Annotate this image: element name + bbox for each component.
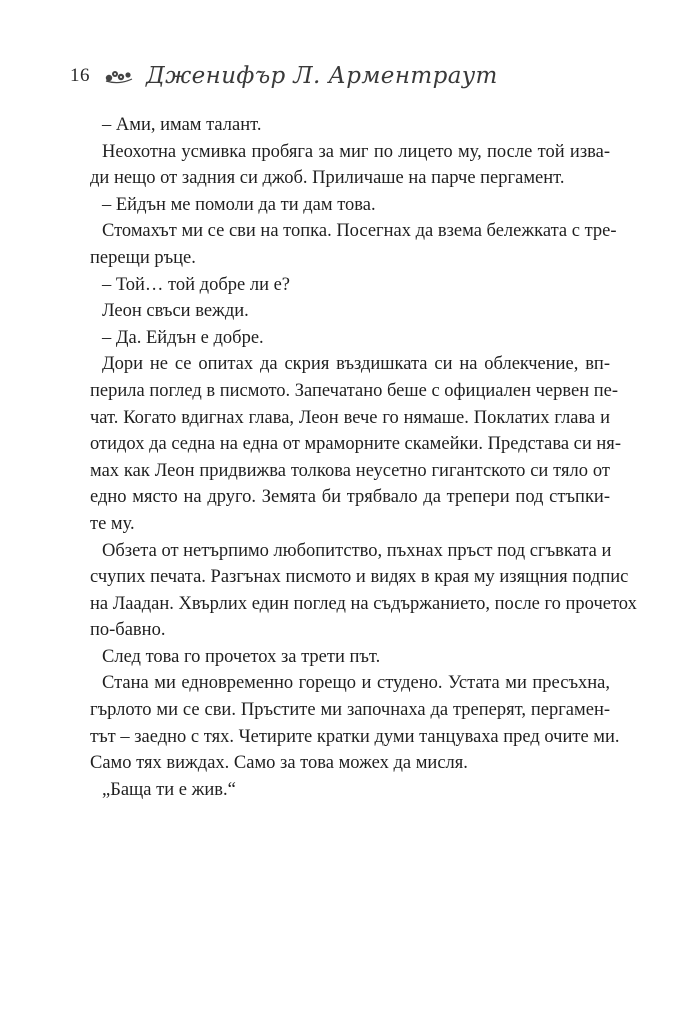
text-line: Стомахът ми се сви на топка. Посегнах да взема бележката с тре- [102,221,617,242]
body-text [90,112,637,803]
text-line: Обзета от нетърпимо любопитство, пъхнах пръст под сгъвката и [102,540,612,561]
text-line: на Лаадан. Хвърлих един поглед на съдържанието, после го прочетох [90,593,637,614]
text-line: Само тях виждах. Само за това можех да мисля. [90,753,468,774]
text-line: – Ами, имам талант. [102,115,262,135]
floral-ornament-icon [104,68,134,84]
text-line: те му. [90,513,135,534]
text-line: перила поглед в писмото. Запечатано беше с официален червен пе- [90,380,618,401]
text-line: Стана ми едновременно горещо и студено. Устата ми пресъхна, [102,673,610,694]
text-line: тът – заедно с тях. Четирите кратки думи танцуваха пред очите ми. [90,726,620,747]
text-line: мах как Леон придвижва толкова неусетно гигантското си тяло от [90,460,610,481]
text-line: ди нещо от задния си джоб. Приличаше на парче пергамент. [90,168,565,189]
text-line: едно място на друго. Земята би трябвало да трепери под стъпки- [90,487,610,508]
text-line: отидох да седна на една от мраморните скамейки. Представа си ня- [90,434,621,455]
running-head-author: Дженифър Л. Арментраут [146,63,498,89]
text-line: счупих печата. Разгънах писмото и видях в края му изящния подпис [90,567,629,588]
text-line: – Да. Ейдън е добре. [102,327,264,348]
text-line: След това го прочетох за трети път. [102,646,381,667]
text-line: по-бавно. [90,620,166,641]
text-line: „Баща ти е жив.“ [102,779,236,800]
page-number: 16 [70,65,90,86]
text-line: – Ейдън ме помоли да ти дам това. [102,194,376,215]
text-line: чат. Когато вдигнах глава, Леон вече го нямаше. Поклатих глава и [90,407,610,428]
text-line: гърлото ми се сви. Пръстите ми започнаха да треперят, пергамен- [90,700,610,721]
text-line: – Той… той добре ли е? [102,274,291,295]
text-line: Неохотна усмивка пробяга за миг по лицето му, после той изва- [102,141,610,162]
text-line: Леон свъси вежди. [102,301,249,322]
text-line: перещи ръце. [90,247,196,268]
text-line: Дори не се опитах да скрия въздишката си на облекчение, вп- [102,354,610,375]
running-head [70,58,630,94]
